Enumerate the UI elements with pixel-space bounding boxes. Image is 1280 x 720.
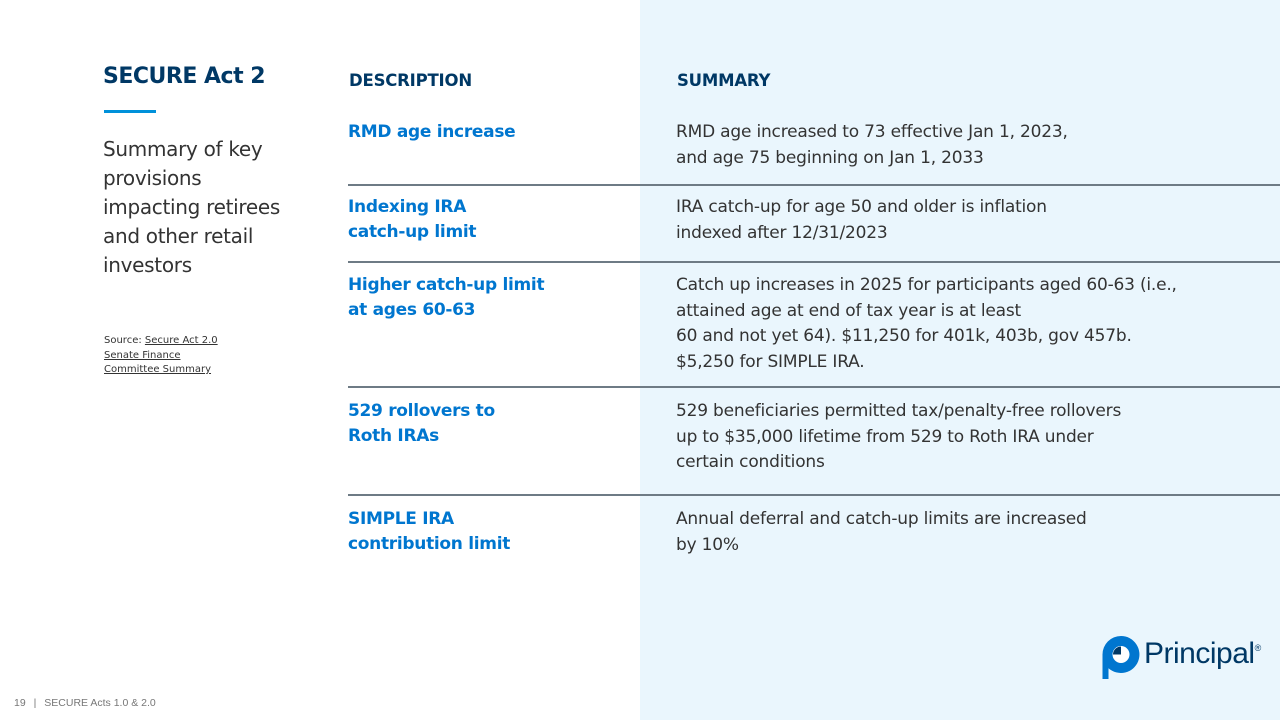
row-divider [348, 494, 1280, 496]
row-summary: 529 beneficiaries permitted tax/penalty-free rollovers up to $35,000 lifetime from 529 to Roth IRA under certain conditions [676, 401, 1122, 472]
source-label: Source: [104, 335, 145, 346]
footer-separator: | [33, 697, 37, 709]
row-summary: Annual deferral and catch-up limits are increased by 10% [676, 509, 1087, 555]
source-link-line-2[interactable]: Senate Finance [104, 349, 181, 361]
source-citation [104, 334, 218, 378]
row-summary: RMD age increased to 73 effective Jan 1, 2023, and age 75 beginning on Jan 1, 2033 [676, 122, 1068, 168]
deck-title: SECURE Acts 1.0 & 2.0 [44, 697, 156, 709]
principal-logo [1101, 633, 1266, 683]
row-divider [348, 184, 1280, 186]
source-link-line-1[interactable]: Secure Act 2.0 [144, 335, 218, 346]
slide-footer [14, 697, 156, 709]
row-description: Higher catch-up limit at ages 60-63 [348, 275, 545, 320]
registered-mark: ® [1254, 643, 1261, 653]
row-description: Indexing IRA catch-up limit [348, 197, 477, 242]
slide-title: SECURE Act 2 [103, 64, 266, 89]
principal-logo-icon [1101, 635, 1141, 680]
source-link-line-3[interactable]: Committee Summary [104, 364, 212, 375]
title-underline [104, 110, 156, 113]
slide-subtitle: Summary of key provisions impacting retirees and other retail investors [103, 137, 281, 277]
row-description: RMD age increase [348, 122, 516, 142]
row-divider [348, 386, 1280, 388]
column-header-summary: SUMMARY [677, 71, 771, 90]
row-divider [348, 261, 1280, 263]
row-description: SIMPLE IRA contribution limit [348, 509, 511, 554]
page-number: 19 [14, 697, 26, 709]
column-header-description: DESCRIPTION [349, 71, 472, 90]
logo-wordmark: Principal® [1144, 637, 1261, 670]
row-summary: IRA catch-up for age 50 and older is inflation indexed after 12/31/2023 [676, 197, 1047, 243]
row-summary: Catch up increases in 2025 for participants aged 60-63 (i.e., attained age at end of tax year is at least 60 and not yet 64). $11,250 for 401k, 403b, gov 457b. $5,250 for SIMPLE IRA. [676, 275, 1177, 372]
row-description: 529 rollovers to Roth IRAs [348, 401, 495, 446]
